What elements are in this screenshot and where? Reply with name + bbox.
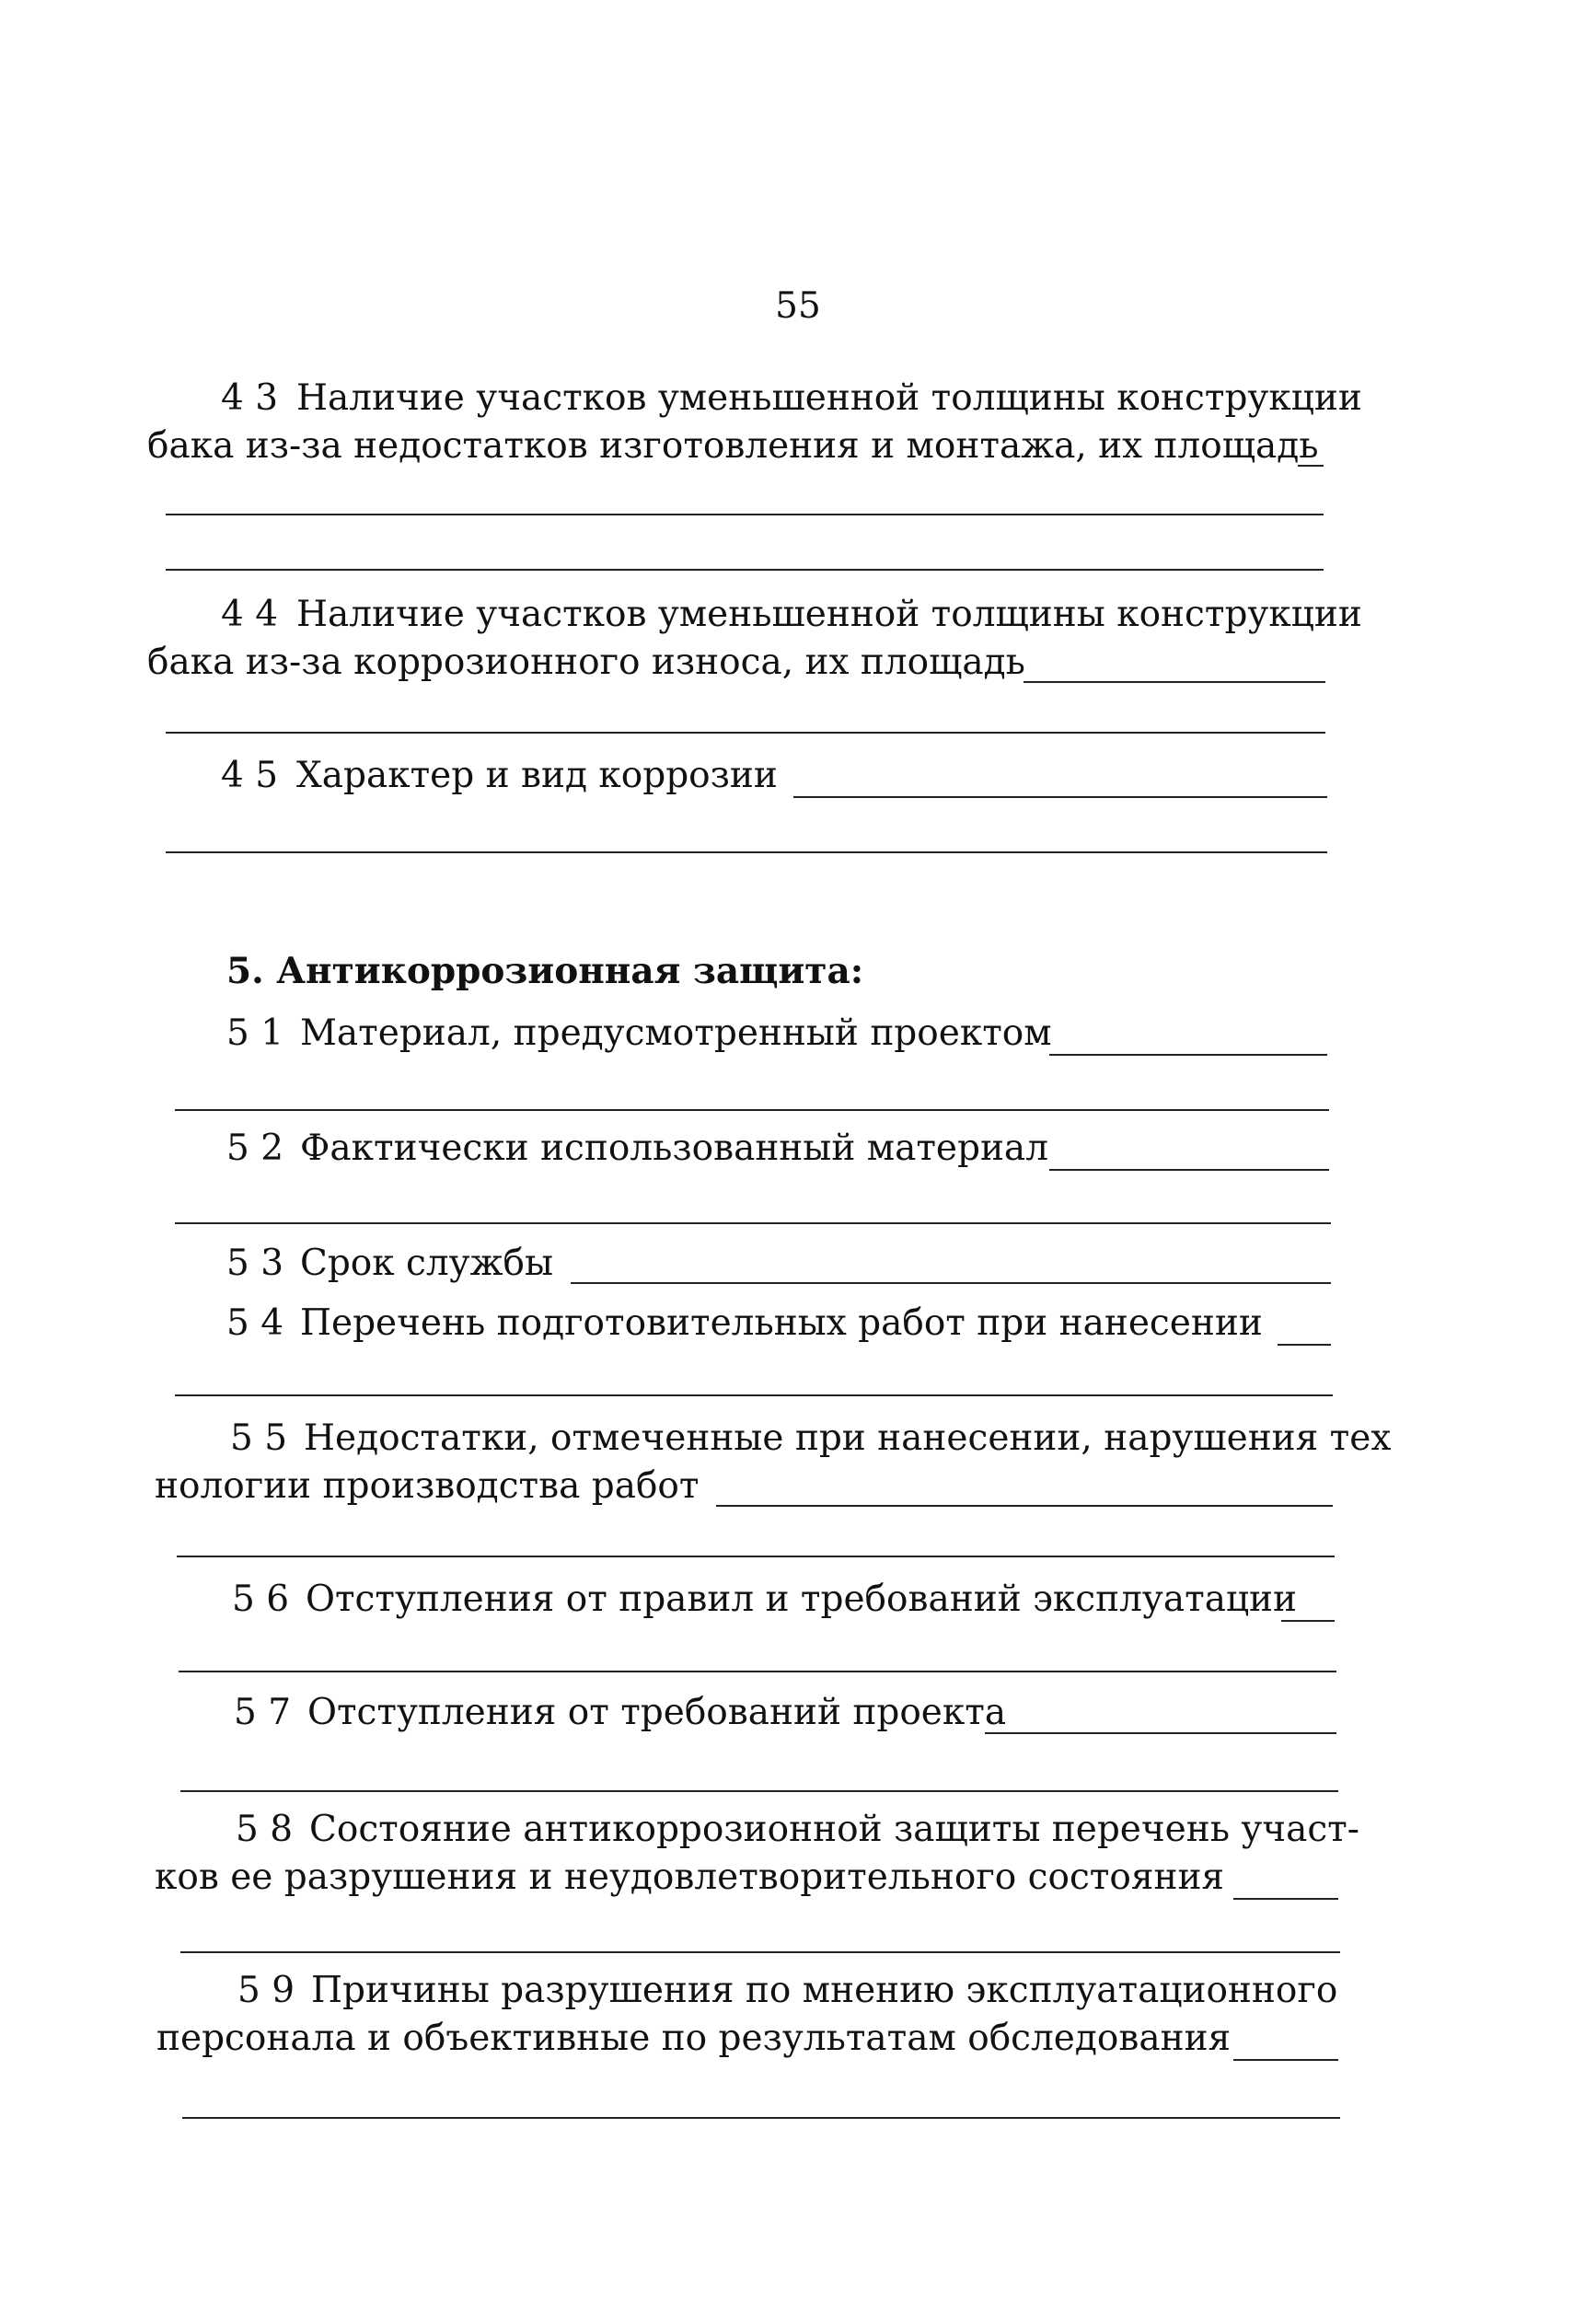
item-5-1-text-line1: Материал, предусмотренный проектом xyxy=(300,1012,1052,1054)
item-5-2-answer-line-1[interactable] xyxy=(175,1222,1331,1224)
item-5-8-blank[interactable] xyxy=(1233,1898,1338,1900)
item-5-7-blank[interactable] xyxy=(985,1732,1336,1734)
item-4-5-blank[interactable] xyxy=(793,796,1327,798)
item-4-5-text-line1: Характер и вид коррозии xyxy=(296,755,778,796)
item-5-5-text-line2: нологии производства работ xyxy=(155,1465,700,1507)
item-5-8-number: 5 8 xyxy=(236,1809,294,1850)
item-4-3-number: 4 3 xyxy=(221,377,279,419)
item-5-2-text-line1: Фактически использованный материал xyxy=(300,1128,1048,1169)
item-5-2-blank[interactable] xyxy=(1049,1169,1329,1171)
item-4-4-text-line1: Наличие участков уменьшенной толщины конструкции xyxy=(296,594,1362,635)
page-number: 55 xyxy=(775,285,821,327)
item-5-9-text-line1: Причины разрушения по мнению эксплуатационного xyxy=(311,1970,1338,2011)
item-5-6-answer-line-1[interactable] xyxy=(179,1671,1336,1672)
item-5-1-blank[interactable] xyxy=(1049,1054,1327,1056)
item-5-5-blank[interactable] xyxy=(716,1505,1333,1507)
item-5-4-number: 5 4 xyxy=(226,1302,284,1344)
item-4-4-blank[interactable] xyxy=(1024,681,1325,683)
item-5-8-text-line2: ков ее разрушения и неудовлетворительного состояния xyxy=(155,1857,1225,1898)
item-5-5-number: 5 5 xyxy=(230,1417,288,1459)
item-4-3-answer-line-1[interactable] xyxy=(166,514,1324,515)
item-5-8-answer-line-1[interactable] xyxy=(180,1951,1340,1953)
item-5-1-number: 5 1 xyxy=(226,1012,284,1054)
item-5-2-number: 5 2 xyxy=(226,1128,284,1169)
item-5-4-blank[interactable] xyxy=(1278,1344,1331,1346)
item-5-7-text-line1: Отступления от требований проекта xyxy=(307,1692,1007,1733)
item-5-5-text-line1: Недостатки, отмеченные при нанесении, нарушения тех xyxy=(304,1417,1392,1459)
item-5-1-answer-line-1[interactable] xyxy=(175,1109,1329,1111)
item-5-6-blank[interactable] xyxy=(1281,1620,1335,1622)
item-5-3-number: 5 3 xyxy=(226,1243,284,1284)
item-5-6-text-line1: Отступления от правил и требований эксплуатации xyxy=(306,1579,1298,1620)
item-4-3-text-line2: бака из-за недостатков изготовления и монтажа, их площадь xyxy=(147,425,1319,467)
item-4-5-number: 4 5 xyxy=(221,755,279,796)
item-4-3-text-line1: Наличие участков уменьшенной толщины конструкции xyxy=(296,377,1362,419)
item-5-7-answer-line-1[interactable] xyxy=(180,1790,1338,1792)
item-5-4-text-line1: Перечень подготовительных работ при нанесении xyxy=(300,1302,1263,1344)
item-5-4-answer-line-1[interactable] xyxy=(175,1394,1333,1396)
item-5-8-text-line1: Состояние антикоррозионной защиты перечень участ- xyxy=(309,1809,1359,1850)
item-5-5-answer-line-1[interactable] xyxy=(177,1556,1335,1557)
item-4-3-answer-line-2[interactable] xyxy=(166,569,1324,571)
item-4-3-blank[interactable] xyxy=(1298,465,1324,467)
item-4-4-text-line2: бака из-за коррозионного износа, их площадь xyxy=(147,642,1025,683)
item-5-7-number: 5 7 xyxy=(234,1692,292,1733)
item-4-4-answer-line-1[interactable] xyxy=(166,732,1325,734)
item-5-3-text-line1: Срок службы xyxy=(300,1243,554,1284)
item-4-4-number: 4 4 xyxy=(221,594,279,635)
item-5-3-blank[interactable] xyxy=(571,1282,1331,1284)
item-5-9-number: 5 9 xyxy=(237,1970,295,2011)
section-5-heading: 5. Антикоррозионная защита: xyxy=(226,950,864,992)
item-5-9-text-line2: персонала и объективные по результатам обследования xyxy=(156,2018,1232,2059)
item-4-5-answer-line-1[interactable] xyxy=(166,851,1327,853)
item-5-9-answer-line-1[interactable] xyxy=(182,2117,1340,2119)
item-5-6-number: 5 6 xyxy=(232,1579,290,1620)
item-5-9-blank[interactable] xyxy=(1233,2059,1338,2061)
